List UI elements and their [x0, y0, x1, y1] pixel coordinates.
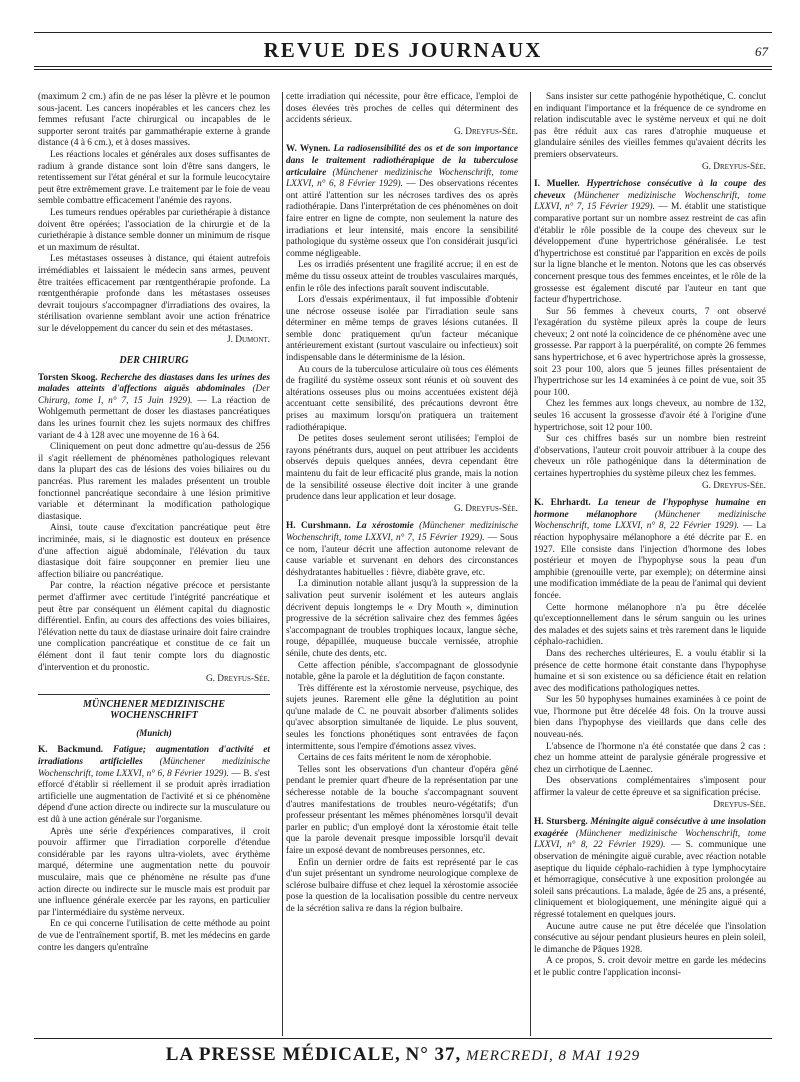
article-source: (Münchener medizinische Wochenschrift, tome LXXVI, n° 8, 22 Février 1929). [534, 828, 766, 851]
paragraph: cette irradiation qui nécessite, pour être efficace, l'emploi de doses élevées très proches de celles qui déterminent des accidents sérieux. [286, 92, 518, 126]
article-source: (Münchener medizinische Wochenschrift, tome LXXVI, n° 6, 8 Février 1929). [38, 757, 270, 779]
article-title: La xérostomie [356, 521, 414, 532]
signature: J. Dumont. [227, 335, 270, 346]
article-title: Méningite aiguë consécutive à une insolation exagérée [534, 817, 766, 839]
column-1 [38, 92, 270, 1036]
article-text: — Sous ce nom, l'auteur décrit une affection autonome relevant de cause variable et survenant en dehors des circonstances déshydratantes habituelles : fièvre, diabète grave, etc. [286, 532, 518, 578]
header-bottom-rule-2 [34, 69, 772, 70]
article-text: — La réaction hypophysaire mélanophore a été décrite par E. en 1927. Elle consiste dans l'injection d'hormone des lobes postérieur et moyen de l'hypophyse sous la peau d'un amphibie (grenouille verte, par exemple); on détermine ainsi une modification immédiate de la peau de l'animal qui devient foncée. [534, 521, 766, 601]
article-backmund [38, 745, 270, 954]
article-curshmann [286, 521, 518, 915]
page-number: 67 [755, 44, 768, 59]
paragraph: Enfin un dernier ordre de faits est représenté par le cas d'un sujet présentant un syndrome neurologique complexe de sclérose bulbaire diffuse et chez lequel la xérostomie associée pose la question de la localisation possible du centre nerveux de la sécrétion saliva re dans la région bulbaire. [286, 857, 518, 914]
running-title: REVUE DES JOURNAUX [263, 38, 543, 62]
article-source: (Münchener medizinische Wochenschrift, tome LXXVI, n° 7, 15 Février 1929). [534, 190, 766, 213]
paragraph: Cliniquement on peut donc admettre qu'au-dessus de 256 il s'agit réellement de phénomènes pathologiques relevant dans la plupart des cas de lésions des voies biliaires ou du pancréas. Plus rarement les malades présentent un trouble fonctionnel pancréatique secondaire à une lésion primitive variable et déterminant la modification pathologique diastasique. [38, 442, 270, 522]
paragraph: Lors d'essais expérimentaux, il fut impossible d'obtenir une nécrose osseuse isolée par l'irradiation seule sans déterminer en même temps de graves lésions cutanées. Il semble donc pratiquement qu'un facteur mécanique antérieurement existant (surtout vasculaire ou infectieux) soit indispensable dans le déterminisme de la lésion. [286, 295, 518, 364]
article-ehrhardt [534, 498, 766, 811]
paragraph: Très différente est la xérostomie nerveuse, psychique, des sujets jeunes. Rarement elle gêne la déglutition au point qu'une malade de C. ne pouvait absorber d'aliments solides qu'avec absorption simultanée de liquide. Le plus souvent, seules les fonctions phonétiques sont entravées de façon intermittente, sous l'empire d'émotions assez vives. [286, 683, 518, 752]
article-title: La radiosensibilité des os et de son importance dans le traitement radiothérapique de la tuberculose articulaire [286, 144, 518, 178]
article-stursberg [534, 817, 766, 979]
article-title: Recherche des diastases dans les urines des malades atteints d'affections aiguës abdominales [38, 372, 270, 395]
paragraph: Ainsi, toute cause d'excitation pancréatique peut être incriminée, mais, si le diagnostic est douteux en présence d'une affection aiguë abdominale, l'élévation du taux diastasique doit faire soupçonner en premier lieu une affection biliaire ou pancréatique. [38, 523, 270, 580]
column-2 [286, 92, 518, 1036]
paragraph: En ce qui concerne l'utilisation de cette méthode au point de vue de l'entraînement sportif, B. met les médecins en garde contre les dangers qu'entraîne [38, 919, 270, 953]
paragraph: Certains de ces faits méritent le nom de xérophobie. [298, 753, 492, 764]
paragraph: L'absence de l'hormone n'a été constatée que dans 2 cas : chez un homme atteint de paralysie générale progressive et chez un cirrhotique de Laennec. [534, 741, 766, 775]
article-author: W. Wynen. [286, 144, 331, 155]
page-footer [34, 1044, 772, 1066]
paragraph: Les réactions locales et générales aux doses suffisantes de radium à grande distance sont loin d'être sans dangers, le retentissement sur l'état général et sur la formule leucocytaire peut être extrêmement grave. Le traitement par le foie de veau semble combattre efficacement l'anémie des rayons. [38, 149, 270, 207]
section-heading-munchener: MÜNCHENER MEDIZINISCHE WOCHENSCHRIFT [38, 694, 270, 722]
header-bottom-rule [34, 66, 772, 67]
article-text: — M. établit une statistique comparative portant sur un nombre assez restreint de cas afin d'établir le rôle possible de la coupe des cheveux sur le développement d'une hypertrichose généralisée. Le test d'hypertrichose est constitué par l'apparition en excès de poils sur la ligne blanche et le menton. Notons que les cas observés concernent presque tous des femmes enceintes, et le rôle de la grossesse est également discuté par l'auteur en tant que facteur d'hypertrichose. [534, 202, 766, 306]
article-text: — La réaction de Wohlgemuth permettant de doser les diastases pancréatiques dans les urines fournit chez les sujets normaux des chiffres variant de 4 à 128 avec une moyenne de 16 à 64. [38, 395, 270, 441]
column-3 [534, 92, 766, 1036]
article-text: — Des observations récentes ont attiré l'attention sur les nécroses tardives des os après radiothérapie. Dans l'interprétation de ces phénomènes on doit faire entrer en ligne de compte, non seulement la nature des irradiations et leur intensité, mais encore la sensibilité pathologique du système osseux que l'on considérait jusqu'ici comme négligeable. [286, 179, 518, 259]
paragraph: Telles sont les observations d'un chanteur d'opéra gêné pendant le premier quart d'heure de la représentation par une sécheresse notable de la bouche s'accompagnant souvent d'autres manifestations de troubles neuro-végétatifs; d'un professeur présentant les mêmes phénomènes lorsqu'il devait parler en public; d'un employé dont la xérostomie était telle que la parole devenait presque impossible lorsqu'il devait faire un exposé devant de nombreuses personnes, etc. [286, 764, 518, 856]
paragraph: La diminution notable allant jusqu'à la suppression de la salivation peut survenir isolément et les auteurs anglais décrivent depuis longtemps le « Dry Mouth », diminution progressive de la sécrétion salivaire chez des femmes âgées s'accompagnant de troubles trophiques locaux, langue sèche, rouge, dépapillée, muqueuse buccale vernissée, atrophie sénile, chute des dents, etc. [286, 579, 518, 659]
paragraph: Au cours de la tuberculose articulaire où tous ces éléments de fragilité du système osseux sont réunis et où souvent des altérations osseuses plus ou moins accentuées existent déjà accentuant cette sensibilité, des précautions devront être prises au maximum lorsqu'on pratiquera un traitement radiothérapique. [286, 364, 518, 433]
article-wynen [286, 144, 518, 515]
article-columns [38, 92, 766, 1036]
article-text: — S. communique une observation de méningite aiguë curable, avec réaction notable aseptique du liquide céphalo-rachidien à type lymphocytaire et hémorragique, consécutive à une exposition prolongée au soleil sans précautions. La malade, âgée de 25 ans, a présenté, cliniquement et biologiquement, une méningite aiguë qui a régressé totalement en quelques jours. [534, 840, 766, 920]
section-heading-der-chirurg: DER CHIRURG [119, 355, 189, 367]
paragraph: De petites doses seulement seront utilisées; l'emploi de rayons pénétrants durs, auquel on peut attribuer les accidents observés depuis quelques années, devra cependant être maintenu du fait de leur efficacité plus grande, mais la notion de la sensibilité osseuse élective doit inciter à une grande prudence dans leur application et leur dosage. [286, 434, 518, 503]
article-source: (Münchener medizinische Wochenschrift, tome LXXVI, n° 8, 22 Février 1929). [534, 509, 766, 532]
paragraph: Sur les 50 hypophyses humaines examinées à ce point de vue, l'hormone put être décelée 48 fois. On la trouve aussi bien dans l'hypophyse des vieillards que dans celle des nouveau-nés. [534, 695, 766, 741]
signature: Dreyfus-Sée. [713, 799, 766, 810]
paragraph: Sur ces chiffres basés sur un nombre bien restreint d'observations, l'auteur croit pouvoir attribuer à la coupe des cheveux un rôle pathogénique dans la détermination de certaines hypertrophies du système pileux chez les femmes. [534, 434, 766, 479]
footer-date: MERCREDI, 8 MAI 1929 [466, 1048, 641, 1064]
article-source: (Der Chirurg, tome I, n° 7, 15 Juin 1929). [38, 384, 270, 406]
article-text: — B. s'est efforcé d'établir si réellement il se produit après irradiation artificielle une augmentation de l'activité et si ce phénomène dépend d'une action directe ou indirecte sur la musculature ou est dû à une action générale sur l'organisme. [38, 768, 270, 826]
signature: G. Dreyfus-Sée. [453, 126, 518, 137]
article-title: Fatigue; augmentation d'activité et irradiations artificielles [38, 745, 270, 768]
paragraph: Cette hormone mélanophore n'a pu être décelée qu'exceptionnellement dans le sérum sanguin ou les urines des malades et des sujets sains et très rarement dans le liquide céphalo-rachidien. [534, 602, 766, 648]
paragraph: Les os irradiés présentent une fragilité accrue; il en est de même du tissu osseux atteint de troubles vasculaires marqués, enfin le rôle des infections paraît souvent indiscutable. [286, 260, 518, 294]
footer-rule [34, 1038, 772, 1039]
paragraph: Aucune autre cause ne put être décelée que l'insolation consécutive au séjour pendant plusieurs heures en plein soleil, le dimanche de Pâques 1928. [534, 921, 766, 955]
signature: G. Dreyfus-Sée. [453, 503, 518, 514]
paragraph: Les tumeurs rendues opérables par curiethérapie à distance doivent être opérées; l'association de la chirurgie et de la curiethérapie à distance semble donner un minimum de risque et un maximum de résultat. [38, 207, 270, 253]
section-subheading-munich: (Munich) [136, 727, 172, 738]
paragraph: Chez les femmes aux longs cheveux, au nombre de 132, seules 16 accusent la grossesse d'avoir été à l'origine d'une hypertrichose, soit 12 pour 100. [534, 399, 766, 433]
paragraph: Cette affection pénible, s'accompagnant de glossodynie notable, gêne la parole et la déglutition de façon constante. [286, 660, 518, 683]
article-author: H. Curshmann. [286, 521, 351, 532]
paragraph: A ce propos, S. croit devoir mettre en garde les médecins et le public contre l'application inconsi- [534, 956, 766, 978]
signature: G. Dreyfus-Sée. [205, 674, 270, 685]
footer-journal: LA PRESSE MÉDICALE, [165, 1044, 401, 1065]
article-title: Hypertrichose consécutive à la coupe des cheveux [534, 179, 766, 201]
article-source: (Münchener medizinische Wochenschrift, tome LXXVI, n° 6, 8 Février 1929). [286, 167, 518, 190]
paragraph: Sur 56 femmes à cheveux courts, 7 ont observé l'exagération du système pileux après la coupe de leurs cheveux; 2 ont noté la coïncidence de ce phénomène avec une grossesse. Par rapport à la puerpéralité, on compte 26 femmes sans hypertrichose, et 6 avec hypertrichose après la grossesse, soit 23 pour 100, alors que 5 jeunes filles présentaient de l'hypertrichose sur les 14 examinées à ce point de vue, soit 35 pour 100. [534, 306, 766, 398]
paragraph: Sans insister sur cette pathogénie hypothétique, C. conclut en indiquant l'importance et la fréquence de ce syndrome en relation indiscutable avec le système nerveux et qui ne doit pas être réduit aux cas rares d'atrophie muqueuse et glandulaire séniles des vieilles femmes qu'avaient décrits les premiers observateurs. [534, 92, 766, 160]
header-top-rule [34, 32, 772, 33]
paragraph: (maximum 2 cm.) afin de ne pas léser la plèvre et le poumon sous-jacent. Les cancers inopérables et les cancers chez les femmes refusant l'acte chirurgical ou incapables de le supporter seront traités par gammathérapie externe à grande distance (4 à 6 cm.), et à doses massives. [38, 92, 270, 149]
paragraph: Des observations complémentaires s'imposent pour affirmer la valeur de cette épreuve et sa signification précise. [534, 776, 766, 799]
article-author: H. Stursberg. [534, 817, 588, 828]
article-source: (Münchener medizinische Wochenschrift, tome LXXVI, n° 7, 15 Février 1929). [286, 521, 518, 543]
article-author: Torsten Skoog. [38, 372, 98, 383]
signature: G. Dreyfus-Sée. [701, 480, 766, 491]
paragraph: Les métastases osseuses à distance, qui étaient autrefois irrémédiables et laissaient le médecin sans armes, peuvent être traitées efficacement par rœntgenthérapie profonde. La rœntgenthérapie profonde dans les métastases osseuses devrait toujours s'accompagner d'irradiations des ovaires, la stérilisation ovarienne semblant avoir une action frénatrice sur le développement du cancer du sein et des métastases. [38, 254, 270, 334]
article-author: K. Backmund. [38, 745, 104, 756]
article-author: I. Mueller. [534, 179, 580, 190]
footer-issue-number: N° 37, [405, 1044, 462, 1065]
article-title: La teneur de l'hypophyse humaine en hormone mélanophore [534, 498, 766, 520]
article-skoog [38, 373, 270, 686]
article-mueller [534, 179, 766, 492]
paragraph: Par contre, la réaction négative précoce et persistante permet d'affirmer avec certitude l'intégrité pancréatique et peut être par conséquent un élément capital du diagnostic différentiel. Enfin, au cours des affections des voies biliaires, l'élévation nette du taux de diastase urinaire doit faire craindre une complication pancréatique et constitue de ce fait un élément dont il faut tenir compte lors du diagnostic d'intervention et du pronostic. [38, 581, 270, 673]
signature: G. Dreyfus-Sée. [701, 161, 766, 172]
article-author: K. Ehrhardt. [534, 498, 591, 509]
paragraph: Après une série d'expériences comparatives, il croit pouvoir affirmer que l'irradiation corporelle d'étendue considérable par les rayons ultra-violets, avec érythème marqué, détermine une augmentation nette du pouvoir musculaire, mais que ce phénomène ne résulte pas d'une action directe ou indirecte sur le muscle mais est produit par une influence générale exercée par les rayons, en particulier par l'intermédiaire du système nerveux. [38, 826, 270, 918]
paragraph: Dans des recherches ultérieures, E. a voulu établir si la présence de cette hormone était constante dans l'hypophyse humaine et si son existence ou sa déficience était en relation avec des modifications pathologiques nettes. [534, 648, 766, 694]
